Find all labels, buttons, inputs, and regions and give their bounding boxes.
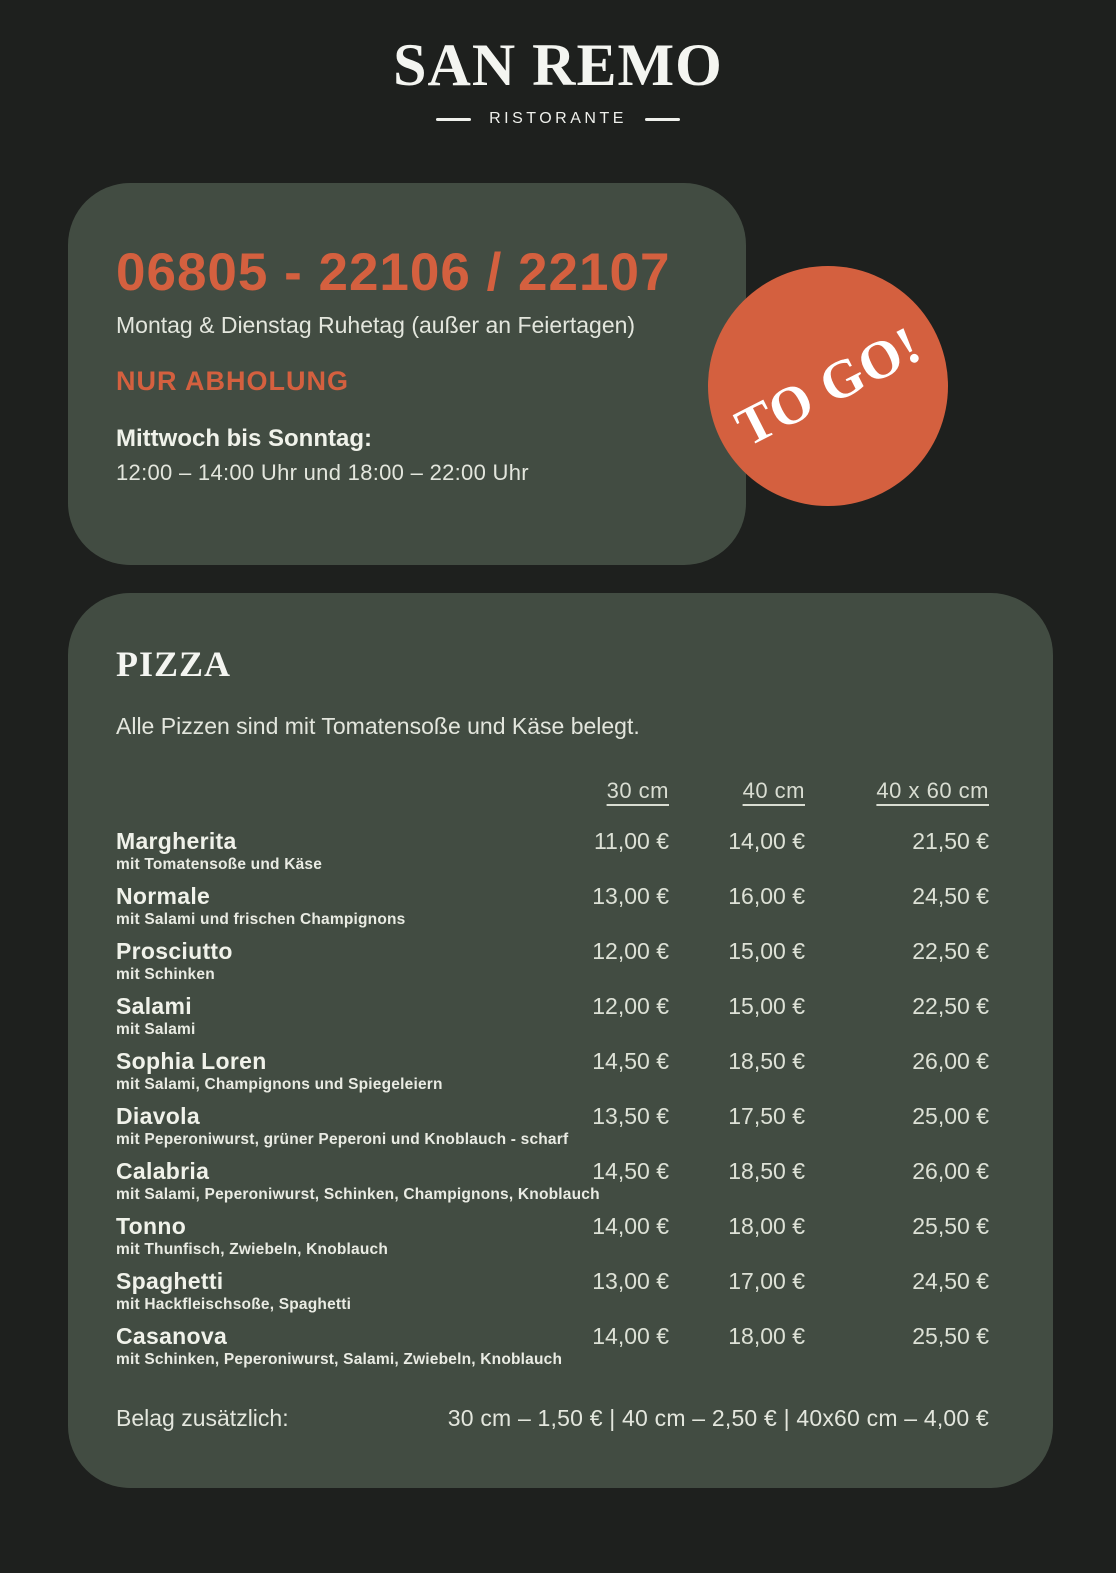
restaurant-subtitle: RISTORANTE <box>489 110 627 127</box>
menu-item-row <box>116 1157 989 1205</box>
menu-item-description: mit Salami <box>116 1020 196 1038</box>
menu-item-name: Spaghetti <box>116 1267 224 1294</box>
menu-item-description: mit Schinken, Peperoniwurst, Salami, Zwiebeln, Knoblauch <box>116 1350 563 1368</box>
menu-item-price-40x60cm: 25,00 € <box>912 1102 989 1129</box>
size-column-40cm: 40 cm <box>742 777 805 803</box>
menu-item-description: mit Thunfisch, Zwiebeln, Knoblauch <box>116 1240 389 1258</box>
menu-item-price-40cm: 18,50 € <box>728 1157 805 1184</box>
menu-item-row <box>116 1267 989 1315</box>
menu-item-description: mit Schinken <box>116 965 215 983</box>
size-column-30cm: 30 cm <box>606 777 669 803</box>
menu-item-row <box>116 827 989 875</box>
menu-item-row <box>116 937 989 985</box>
menu-item-row <box>116 1102 989 1150</box>
restaurant-subtitle-row <box>0 110 1116 128</box>
togo-badge-label: TO GO! <box>725 314 931 458</box>
menu-item-name: Calabria <box>116 1157 210 1184</box>
extra-topping-prices: 30 cm – 1,50 € | 40 cm – 2,50 € | 40x60 cm – 4,00 € <box>447 1404 989 1431</box>
menu-item-price-30cm: 11,00 € <box>593 827 669 854</box>
brand-header <box>0 0 1116 128</box>
contact-card <box>68 183 746 565</box>
menu-item-price-30cm: 14,50 € <box>592 1047 669 1074</box>
menu-item-price-30cm: 12,00 € <box>592 992 669 1019</box>
menu-item-name: Sophia Loren <box>116 1047 267 1074</box>
menu-item-price-30cm: 13,00 € <box>592 1267 669 1294</box>
menu-item-price-30cm: 12,00 € <box>592 937 669 964</box>
menu-note: Alle Pizzen sind mit Tomatensoße und Käse belegt. <box>116 712 640 739</box>
menu-item-description: mit Tomatensoße und Käse <box>116 855 323 873</box>
menu-item-name: Tonno <box>116 1212 187 1239</box>
menu-item-price-30cm: 14,00 € <box>592 1322 669 1349</box>
menu-item-row <box>116 992 989 1040</box>
menu-item-price-30cm: 13,00 € <box>592 882 669 909</box>
menu-item-price-40x60cm: 22,50 € <box>912 937 989 964</box>
menu-item-price-40x60cm: 24,50 € <box>912 1267 989 1294</box>
menu-item-row <box>116 1322 989 1370</box>
menu-item-price-30cm: 14,00 € <box>592 1212 669 1239</box>
menu-item-description: mit Salami, Peperoniwurst, Schinken, Champignons, Knoblauch <box>116 1185 600 1203</box>
menu-item-price-40cm: 17,50 € <box>728 1102 805 1129</box>
menu-item-price-40x60cm: 26,00 € <box>912 1047 989 1074</box>
menu-item-price-40cm: 15,00 € <box>728 937 805 964</box>
menu-item-price-40cm: 18,50 € <box>728 1047 805 1074</box>
menu-item-price-30cm: 14,50 € <box>592 1157 669 1184</box>
menu-item-price-40cm: 14,00 € <box>728 827 805 854</box>
menu-item-row <box>116 882 989 930</box>
menu-item-row <box>116 1212 989 1260</box>
togo-badge <box>708 266 948 506</box>
menu-item-name: Normale <box>116 882 211 909</box>
menu-item-price-40x60cm: 21,50 € <box>912 827 989 854</box>
pickup-only-note: NUR ABHOLUNG <box>116 365 349 396</box>
menu-item-price-40x60cm: 25,50 € <box>912 1212 989 1239</box>
menu-item-price-40cm: 16,00 € <box>728 882 805 909</box>
size-header-row <box>116 777 989 805</box>
menu-item-price-40x60cm: 26,00 € <box>912 1157 989 1184</box>
menu-item-description: mit Salami und frischen Champignons <box>116 910 406 928</box>
menu-item-description: mit Peperoniwurst, grüner Peperoni und Knoblauch - scharf <box>116 1130 569 1148</box>
menu-item-price-40x60cm: 22,50 € <box>912 992 989 1019</box>
menu-item-price-30cm: 13,50 € <box>592 1102 669 1129</box>
menu-item-description: mit Salami, Champignons und Spiegeleiern <box>116 1075 443 1093</box>
right-dash-decoration <box>645 118 680 121</box>
menu-item-price-40cm: 18,00 € <box>728 1212 805 1239</box>
menu-item-description: mit Hackfleischsoße, Spaghetti <box>116 1295 352 1313</box>
section-title-pizza: PIZZA <box>116 644 232 684</box>
left-dash-decoration <box>436 118 471 121</box>
menu-items <box>116 827 989 1370</box>
menu-item-name: Margherita <box>116 827 237 854</box>
menu-item-name: Diavola <box>116 1102 200 1129</box>
pizza-menu-card <box>68 593 1053 1488</box>
extra-topping-row <box>116 1403 989 1433</box>
opening-days: Mittwoch bis Sonntag: <box>116 424 372 452</box>
opening-hours: 12:00 – 14:00 Uhr und 18:00 – 22:00 Uhr <box>116 459 529 485</box>
menu-item-row <box>116 1047 989 1095</box>
phone-number: 06805 - 22106 / 22107 <box>116 243 671 302</box>
menu-item-name: Casanova <box>116 1322 228 1349</box>
size-column-40x60cm: 40 x 60 cm <box>876 777 989 803</box>
menu-item-price-40cm: 17,00 € <box>728 1267 805 1294</box>
menu-item-price-40cm: 15,00 € <box>728 992 805 1019</box>
closed-days-note: Montag & Dienstag Ruhetag (außer an Feiertagen) <box>116 311 636 338</box>
menu-item-price-40x60cm: 25,50 € <box>912 1322 989 1349</box>
restaurant-name: SAN REMO <box>393 32 723 98</box>
menu-item-price-40cm: 18,00 € <box>728 1322 805 1349</box>
menu-item-price-40x60cm: 24,50 € <box>912 882 989 909</box>
menu-item-name: Prosciutto <box>116 937 233 964</box>
extra-topping-label: Belag zusätzlich: <box>116 1404 289 1431</box>
menu-item-name: Salami <box>116 992 192 1019</box>
